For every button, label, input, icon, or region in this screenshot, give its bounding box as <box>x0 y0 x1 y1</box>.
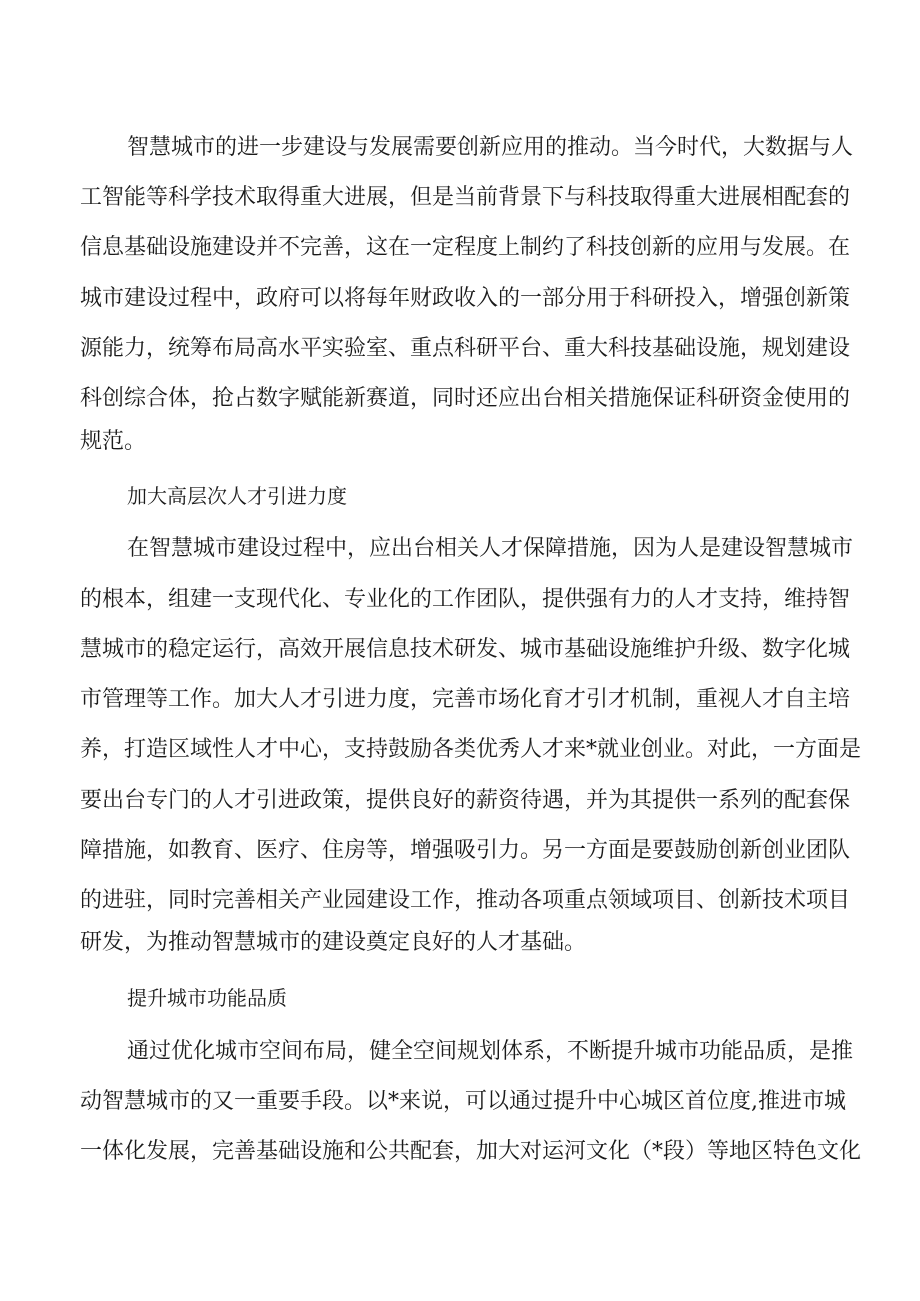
paragraph-1-line: 信息基础设施建设并不完善，这在一定程度上制约了科技创新的应用与发展。在 <box>80 235 851 260</box>
paragraph-2-line: 研发，为推动智慧城市的建设奠定良好的人才基础。 <box>80 930 587 955</box>
paragraph-1-line: 源能力，统筹布局高水平实验室、重点科研平台、重大科技基础设施，规划建设 <box>80 336 851 361</box>
paragraph-2-line: 慧城市的稳定运行，高效开展信息技术研发、城市基础设施维护升级、数字化城 <box>80 637 851 662</box>
paragraph-3-line: 一体化发展，完善基础设施和公共配套，加大对运河文化（*段）等地区特色文化 <box>80 1139 862 1164</box>
paragraph-1-line: 规范。 <box>80 429 147 454</box>
paragraph-2-line: 障措施，如教育、医疗、住房等，增强吸引力。另一方面是要鼓励创新创业团队 <box>80 838 851 863</box>
paragraph-2-line: 要出台专门的人才引进政策，提供良好的薪资待遇，并为其提供一系列的配套保 <box>80 788 851 813</box>
paragraph-3-line: 动智慧城市的又一重要手段。以*来说，可以通过提升中心城区首位度,推进市城 <box>80 1089 846 1114</box>
paragraph-2-line: 市管理等工作。加大人才引进力度，完善市场化育才引才机制，重视人才自主培 <box>80 687 851 712</box>
paragraph-2-line: 养，打造区域性人才中心，支持鼓励各类优秀人才来*就业创业。对此，一方面是 <box>80 737 862 762</box>
paragraph-1-line: 工智能等科学技术取得重大进展，但是当前背景下与科技取得重大进展相配套的 <box>80 185 851 210</box>
paragraph-1-line: 城市建设过程中，政府可以将每年财政收入的一部分用于科研投入，增强创新策 <box>80 286 851 311</box>
paragraph-2-line: 的进驻，同时完善相关产业园建设工作，推动各项重点领域项目、创新技术项目 <box>80 888 851 913</box>
paragraph-1-line: 智慧城市的进一步建设与发展需要创新应用的推动。当今时代，大数据与人 <box>127 135 854 160</box>
paragraph-2-line: 的根本，组建一支现代化、专业化的工作团队，提供强有力的人才支持，维持智 <box>80 587 851 612</box>
section-heading: 提升城市功能品质 <box>127 986 287 1010</box>
section-heading: 加大高层次人才引进力度 <box>127 484 347 508</box>
paragraph-1-line: 科创综合体，抢占数字赋能新赛道，同时还应出台相关措施保证科研资金使用的 <box>80 386 851 411</box>
paragraph-3-line: 通过优化城市空间布局，健全空间规划体系，不断提升城市功能品质，是推 <box>127 1039 854 1064</box>
paragraph-2-line: 在智慧城市建设过程中，应出台相关人才保障措施，因为人是建设智慧城市 <box>127 536 854 561</box>
